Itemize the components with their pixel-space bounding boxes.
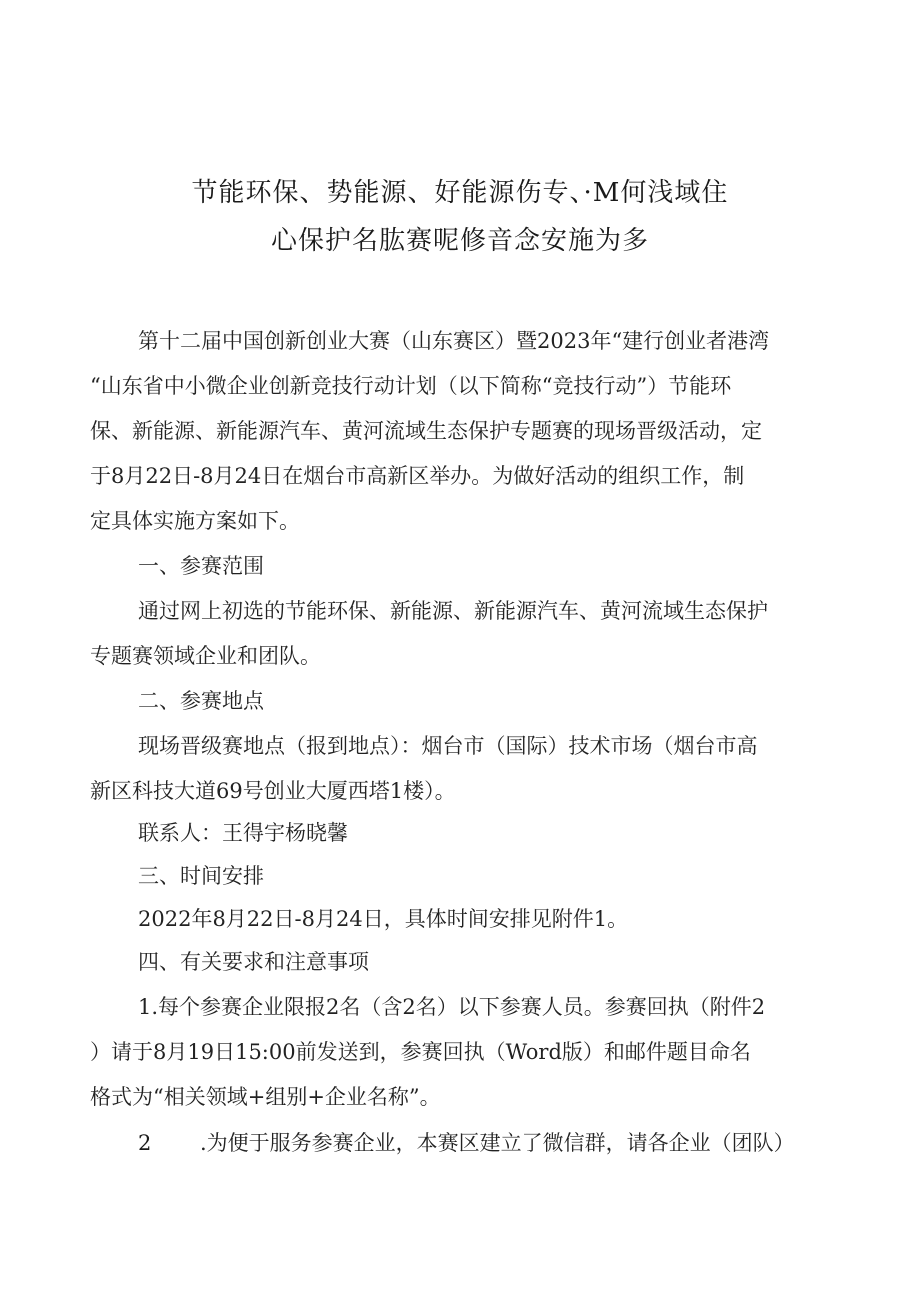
requirement-2-number: 2 (138, 1131, 152, 1155)
location-paragraph-line: 现场晋级赛地点（报到地点）：烟台市（国际）技术市场（烟台市高 (138, 734, 758, 758)
intro-paragraph-line: 定具体实施方案如下。 (90, 509, 300, 533)
intro-paragraph-line: 第十二届中国创新创业大赛（山东赛区）暨2023年“建行创业者港湾 (138, 329, 770, 353)
requirement-1-line: 格式为“相关领域+组别+企业名称”。 (90, 1085, 441, 1109)
location-paragraph-line: 新区科技大道69号创业大厦西塔1楼）。 (90, 779, 456, 803)
requirement-1-line: ）请于8月19日15:00前发送到，参赛回执（Word版）和邮件题目命名 (90, 1040, 751, 1064)
contact-line: 联系人：王得宇杨晓馨 (138, 821, 348, 845)
section-heading-scope: 一、参赛范围 (138, 554, 264, 578)
intro-paragraph-line: “山东省中小微企业创新竞技行动计划（以下简称“竞技行动”）节能环 (90, 374, 732, 398)
section-heading-requirements: 四、有关要求和注意事项 (138, 950, 369, 974)
requirement-2-line: .为便于服务参赛企业，本赛区建立了微信群，请各企业（团队） (200, 1131, 795, 1155)
document-title-line-1: 节能环保、势能源、好能源伤专、·M何浅域住 (191, 178, 729, 208)
requirement-1-line: 1.每个参赛企业限报2名（含2名）以下参赛人员。参赛回执（附件2 (138, 995, 766, 1019)
schedule-paragraph-line: 2022年8月22日-8月24日，具体时间安排见附件1。 (138, 907, 629, 931)
intro-paragraph-line: 于8月22日-8月24日在烟台市高新区举办。为做好活动的组织工作，制 (90, 464, 745, 488)
scope-paragraph-line: 通过网上初选的节能环保、新能源、新能源汽车、黄河流域生态保护 (138, 599, 768, 623)
section-heading-location: 二、参赛地点 (138, 689, 264, 713)
scope-paragraph-line: 专题赛领域企业和团队。 (90, 644, 321, 668)
section-heading-schedule: 三、时间安排 (138, 864, 264, 888)
intro-paragraph-line: 保、新能源、新能源汽车、黄河流域生态保护专题赛的现场晋级活动，定 (90, 419, 762, 443)
document-title-line-2: 心保护名肱赛呢修音念安施为多 (270, 226, 649, 256)
